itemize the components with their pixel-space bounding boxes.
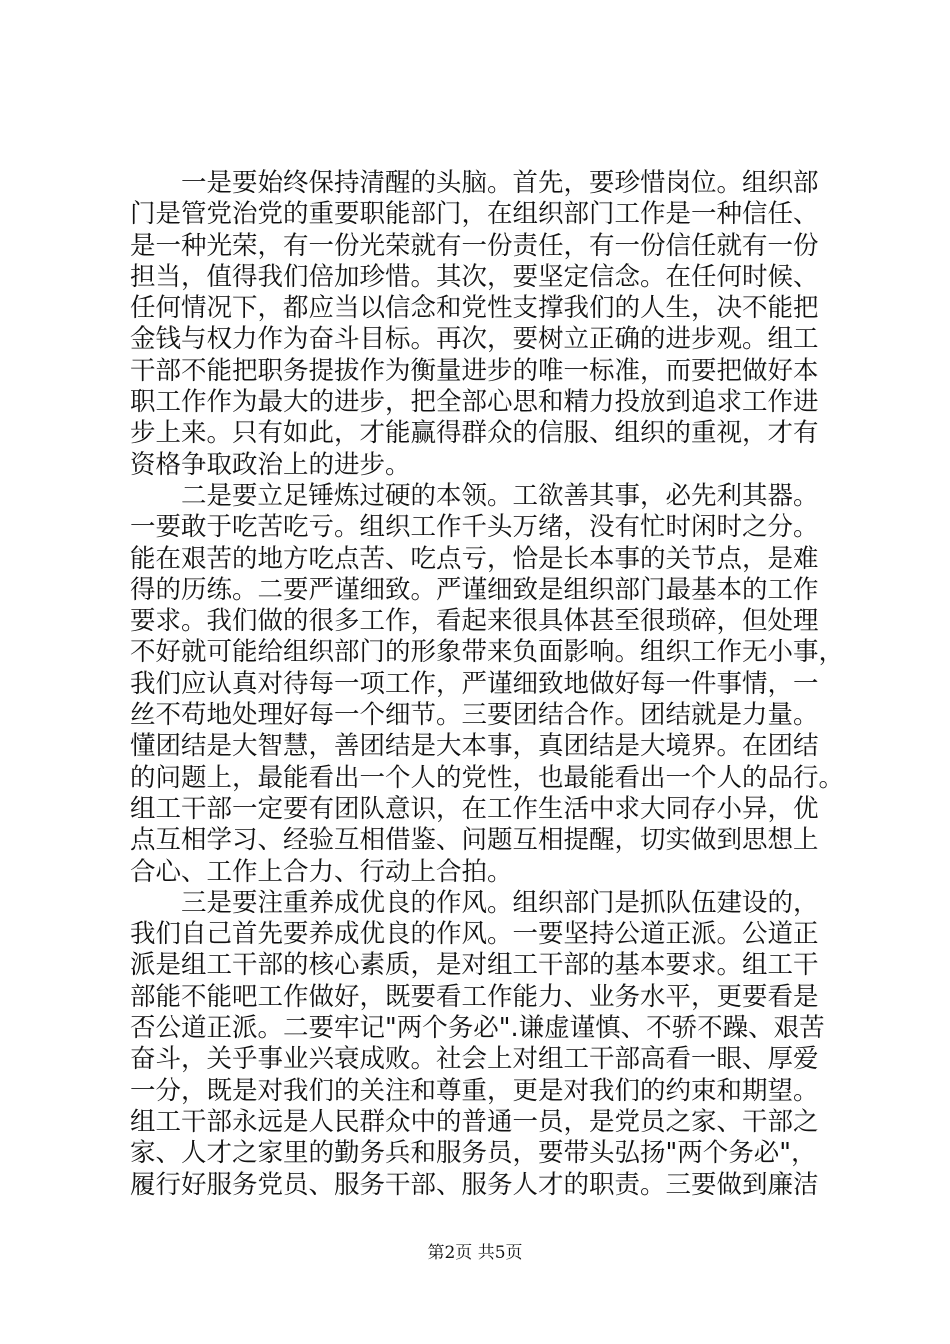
text-line: 一要敢于吃苦吃亏。组织工作千头万绪，没有忙时闲时之分。	[130, 512, 819, 543]
text-line: 部能不能吧工作做好，既要看工作能力、业务水平，更要看是	[130, 981, 819, 1012]
text-line: 干部不能把职务提拔作为衡量进步的唯一标准，而要把做好本	[130, 355, 819, 386]
text-line: 奋斗，关乎事业兴衰成败。社会上对组工干部高看一眼、厚爱	[130, 1044, 819, 1075]
text-line: 门是管党治党的重要职能部门，在组织部门工作是一种信任、	[130, 199, 819, 230]
text-line: 合心、工作上合力、行动上合拍。	[130, 856, 513, 887]
text-line: 是一种光荣，有一份光荣就有一份责任，有一份信任就有一份	[130, 230, 819, 261]
text-line: 的问题上，最能看出一个人的党性，也最能看出一个人的品行。	[130, 762, 845, 793]
text-line: 家、人才之家里的勤务兵和服务员，要带头弘扬"两个务必"，	[130, 1138, 817, 1169]
text-line: 丝不苟地处理好每一个细节。三要团结合作。团结就是力量。	[130, 700, 819, 731]
text-line: 步上来。只有如此，才能赢得群众的信服、组织的重视，才有	[130, 418, 819, 449]
text-line: 职工作作为最大的进步，把全部心思和精力投放到追求工作进	[130, 387, 819, 418]
text-line: 组工干部一定要有团队意识，在工作生活中求大同存小异，优	[130, 793, 819, 824]
text-line: 得的历练。二要严谨细致。严谨细致是组织部门最基本的工作	[130, 574, 819, 605]
text-line: 不好就可能给组织部门的形象带来负面影响。组织工作无小事，	[130, 637, 845, 668]
text-line: 否公道正派。二要牢记"两个务必".谦虚谨慎、不骄不躁、艰苦	[130, 1013, 825, 1044]
text-line: 点互相学习、经验互相借鉴、问题互相提醒，切实做到思想上	[130, 825, 819, 856]
text-line: 组工干部永远是人民群众中的普通一员，是党员之家、干部之	[130, 1106, 819, 1137]
text-line: 履行好服务党员、服务干部、服务人才的职责。三要做到廉洁	[130, 1169, 819, 1200]
text-line: 资格争取政治上的进步。	[130, 449, 411, 480]
text-line: 我们应认真对待每一项工作，严谨细致地做好每一件事情，一	[130, 668, 819, 699]
text-line: 金钱与权力作为奋斗目标。再次，要树立正确的进步观。组工	[130, 324, 819, 355]
text-line: 派是组工干部的核心素质，是对组工干部的基本要求。组工干	[130, 950, 819, 981]
text-line: 担当，值得我们倍加珍惜。其次，要坚定信念。在任何时候、	[130, 261, 819, 292]
text-line: 一是要始终保持清醒的头脑。首先，要珍惜岗位。组织部	[130, 168, 819, 198]
page-number: 第2页 共5页	[427, 1243, 523, 1263]
body-text	[130, 168, 845, 1201]
text-line: 要求。我们做的很多工作，看起来很具体甚至很琐碎，但处理	[130, 606, 819, 637]
text-line: 我们自己首先要养成优良的作风。一要坚持公道正派。公道正	[130, 919, 819, 950]
text-line: 能在艰苦的地方吃点苦、吃点亏，恰是长本事的关节点，是难	[130, 543, 819, 574]
text-line: 任何情况下，都应当以信念和党性支撑我们的人生，决不能把	[130, 293, 819, 324]
text-line: 二是要立足锤炼过硬的本领。工欲善其事，必先利其器。	[130, 480, 819, 511]
text-line: 一分，既是对我们的关注和尊重，更是对我们的约束和期望。	[130, 1075, 819, 1106]
text-line: 三是要注重养成优良的作风。组织部门是抓队伍建设的，	[130, 887, 819, 918]
text-line: 懂团结是大智慧，善团结是大本事，真团结是大境界。在团结	[130, 731, 819, 762]
